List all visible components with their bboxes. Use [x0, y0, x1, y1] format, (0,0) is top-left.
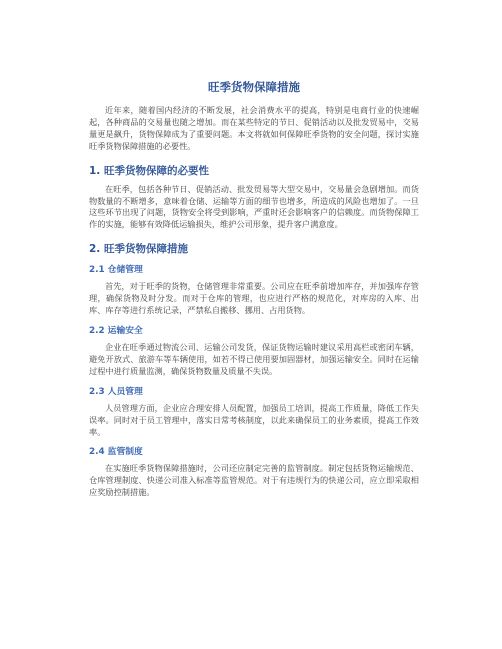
subsection-2-2-heading: 2.2 运输安全 — [89, 325, 143, 336]
subsection-2-3 — [89, 387, 419, 439]
section-1-paragraph: 在旺季，包括各种节日、促销活动、批发贸易等大型交易中，交易量会急剧增加。而货物数量的不断增多，意味着仓储、运输等方面的细节也增多，所造成的风险也增加了。一旦这些环节出现了问题，货物安全将受到影响，严重时还会影响客户的信赖度。而货物保障工作的实施，能够有效降低运输损失，维护公司形象，提升客户满意度。 — [89, 183, 419, 230]
subsection-2-4 — [89, 447, 419, 499]
document-title: 旺季货物保障措施 — [208, 80, 300, 94]
subsection-2-2-paragraph: 企业在旺季通过物流公司、运输公司发货，保证货物运输时建议采用高栏或密闭车辆，避免开放式、旅游车等车辆使用，如若不得已使用要加固器材，加强运输安全。同时在运输过程中进行质量监测，确保货物数量及质量不失误。 — [89, 341, 419, 376]
subsection-2-1-paragraph: 首先，对于旺季的货物，仓储管理非常重要。公司应在旺季前增加库存，并加强库存管理，确保货物及时分发。而对于仓库的管理，也应进行严格的规范化，对库房的入库、出库、库存等进行系统记录，严禁私自搬移、挪用、占用货物。 — [89, 281, 419, 316]
document-content — [89, 80, 419, 499]
subsection-2-4-heading: 2.4 监管制度 — [89, 447, 143, 458]
subsection-2-3-paragraph: 人员管理方面，企业应合理安排人员配置，加强员工培训，提高工作质量，降低工作失误率。同时对于员工管理中，落实日常考核制度，以此来确保员工的业务素质，提高工作效率。 — [89, 402, 419, 437]
section-2 — [89, 243, 419, 499]
subsection-2-1 — [89, 265, 419, 317]
subsection-2-2 — [89, 326, 419, 378]
subsection-2-3-heading: 2.3 人员管理 — [89, 386, 143, 397]
section-1 — [89, 165, 419, 232]
subsection-2-1-heading: 2.1 仓储管理 — [89, 265, 143, 276]
section-1-heading: 1. 旺季货物保障的必要性 — [89, 164, 209, 177]
section-2-heading: 2. 旺季货物保障措施 — [89, 243, 188, 256]
subsection-2-4-paragraph: 在实施旺季货物保障措施时，公司还应制定完善的监管制度。制定包括货物运输规范、仓库管理制度、快递公司准入标准等监管规范。对于有违规行为的快递公司，应立即采取相应奖励控制措施。 — [89, 463, 419, 498]
intro-paragraph: 近年来，随着国内经济的不断发展，社会消费水平的提高，特别是电商行业的快速崛起，各种商品的交易量也随之增加。而在某些特定的节日、促销活动以及批发贸易中，交易量更是飙升，货物保障成为了重要问题。本文将就如何保障旺季货物的安全问题，探讨实施旺季货物保障措施的必要性。 — [89, 105, 419, 151]
